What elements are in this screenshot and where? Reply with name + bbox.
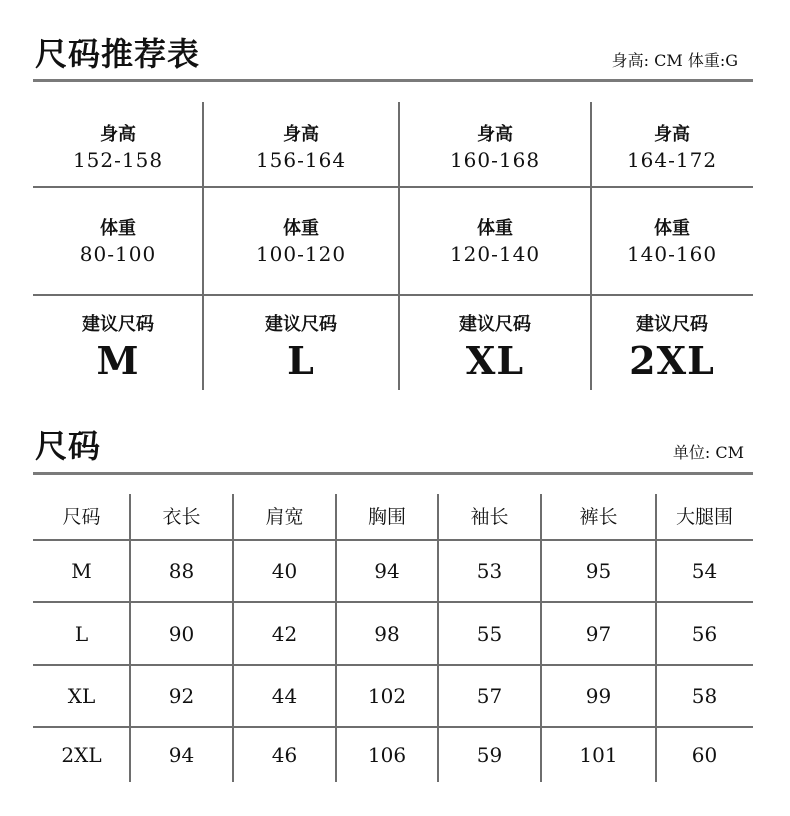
size-table-size-cell: XL: [67, 684, 96, 708]
recommend-divider: [33, 79, 753, 82]
size-table-header-cell: 胸围: [367, 505, 406, 528]
recommend-weight-value: 80-100: [79, 242, 157, 266]
size-table-cell: 106: [367, 742, 407, 767]
recommend-height-cell: [203, 126, 399, 170]
size-table-cell: 92: [168, 684, 195, 708]
recommend-weight-cell: [399, 220, 591, 264]
recommend-height-label: 身高: [100, 124, 136, 145]
size-table-header-cell: 裤长: [579, 505, 618, 528]
recommend-size-label: 建议尺码: [82, 314, 154, 335]
size-table-cell: 46: [271, 742, 298, 767]
size-table-cell: 102: [367, 684, 407, 708]
size-table-header-cell: 衣长: [162, 505, 201, 528]
size-table-header-cell: 大腿围: [675, 505, 733, 528]
recommend-weight-cell: [591, 220, 753, 264]
recommend-weight-value: 100-120: [255, 242, 347, 266]
recommend-row-divider: [33, 186, 753, 188]
size-table-header-cell: 肩宽: [265, 505, 304, 528]
size-table-cell: 54: [691, 559, 718, 583]
recommend-row-divider: [33, 294, 753, 296]
recommend-height-label: 身高: [654, 124, 690, 145]
recommend-weight-cell: [203, 220, 399, 264]
size-table-cell: 40: [271, 559, 298, 583]
size-table-divider: [33, 472, 753, 475]
recommend-weight-label: 体重: [477, 218, 513, 239]
size-table-cell: 97: [585, 621, 612, 646]
recommend-title: 尺码推荐表: [35, 35, 201, 73]
recommend-size-label: 建议尺码: [459, 314, 531, 335]
size-table-cell: 90: [168, 621, 195, 646]
size-table-cell: 95: [585, 559, 612, 583]
size-table-cell: 101: [579, 742, 618, 767]
size-table-cell: 60: [691, 742, 718, 767]
size-table-size-cell: 2XL: [61, 742, 102, 767]
size-table-cell: 56: [691, 621, 718, 646]
size-table-cell: 59: [476, 742, 503, 767]
recommend-size-label: 建议尺码: [636, 314, 708, 335]
size-table-cell: 55: [476, 621, 503, 646]
recommend-unit-note: 身高: CM 体重:G: [611, 51, 738, 70]
size-table-cell: 44: [271, 684, 298, 708]
size-table-cell: 94: [168, 742, 195, 767]
recommend-size-value: L: [287, 338, 315, 383]
recommend-weight-value: 140-160: [626, 242, 718, 266]
recommend-weight-value: 120-140: [449, 242, 541, 266]
size-table-cell: 58: [691, 684, 718, 708]
recommend-height-label: 身高: [477, 124, 513, 145]
recommend-height-cell: [33, 126, 203, 170]
recommend-weight-label: 体重: [283, 218, 319, 239]
size-table-cell: 42: [271, 621, 298, 646]
size-table-size-cell: L: [74, 621, 89, 646]
recommend-weight-label: 体重: [654, 218, 690, 239]
size-table-header-cell: 袖长: [470, 505, 509, 528]
recommend-height-value: 156-164: [255, 148, 347, 172]
recommend-size-cell: [591, 314, 753, 383]
recommend-weight-cell: [33, 220, 203, 264]
recommend-height-value: 152-158: [72, 148, 164, 172]
recommend-size-cell: [399, 314, 591, 383]
size-table-unit-note: 单位: CM: [672, 443, 744, 462]
recommend-weight-label: 体重: [100, 218, 136, 239]
recommend-size-cell: [33, 314, 203, 383]
recommend-height-value: 164-172: [626, 148, 718, 172]
recommend-size-value: M: [96, 338, 140, 383]
recommend-height-label: 身高: [283, 124, 319, 145]
recommend-height-cell: [591, 126, 753, 170]
recommend-height-value: 160-168: [449, 148, 541, 172]
recommend-size-value: XL: [465, 338, 525, 383]
size-table-cell: 57: [476, 684, 503, 708]
size-table-cell: 98: [374, 621, 400, 646]
size-table-header-cell: 尺码: [62, 505, 101, 528]
size-table-cell: 99: [585, 684, 612, 708]
recommend-height-cell: [399, 126, 591, 170]
size-table-size-cell: M: [71, 559, 92, 583]
size-table-cell: 94: [374, 559, 400, 583]
recommend-size-cell: [203, 314, 399, 383]
size-table-title: 尺码: [35, 427, 102, 465]
recommend-size-value: 2XL: [629, 338, 715, 383]
recommend-size-label: 建议尺码: [265, 314, 337, 335]
size-table-cell: 88: [168, 559, 195, 583]
size-table-cell: 53: [476, 559, 503, 583]
